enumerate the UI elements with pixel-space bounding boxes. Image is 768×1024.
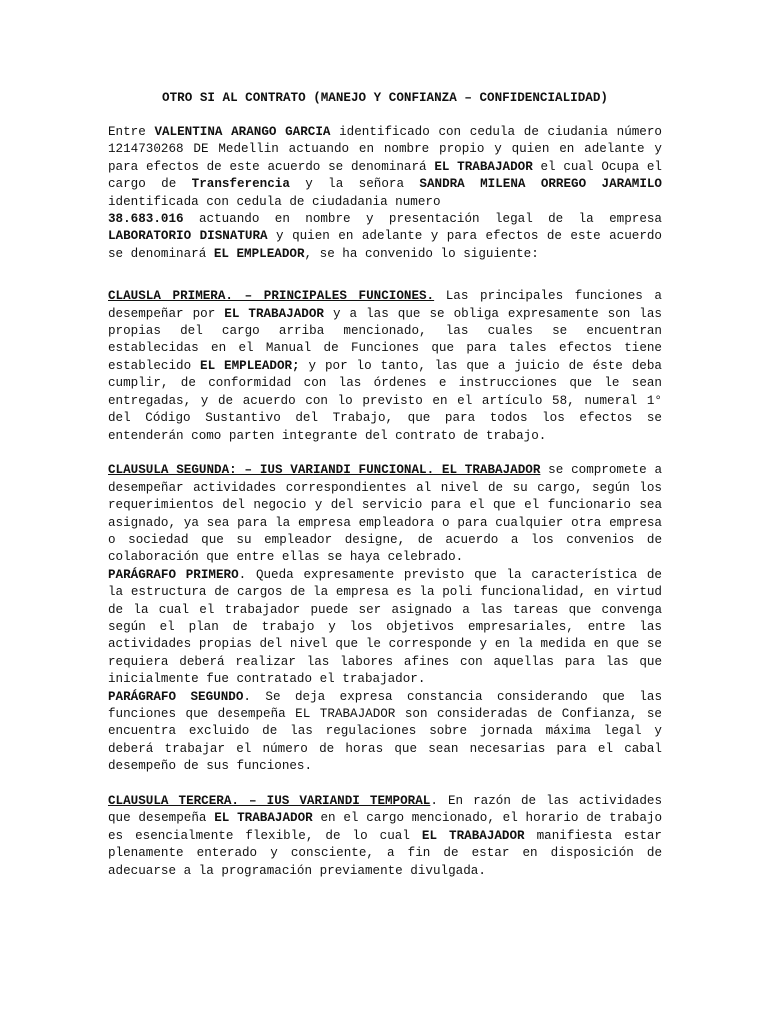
clause-tercera: CLAUSULA TERCERA. – IUS VARIANDI TEMPORAL. En razón de las actividades que desempeña EL TRABAJADOR en el cargo mencionado, el horario de trabajo es esencialmente flexible, de lo cual EL TRABAJADOR manifiesta estar plenamente enterado y consciente, a fin de estar en disposición de adecuarse a la programación previamente divulgada. [108,794,663,878]
clause-segunda-heading: CLAUSULA SEGUNDA: – IUS VARIANDI FUNCIONAL. EL TRABAJADOR [108,463,541,478]
paragrafo-primero: PARÁGRAFO PRIMERO. Queda expresamente previsto que la característica de la estructura de cargos de la empresa es la poli funcionalidad, en virtud de la cual el trabajador puede ser asignado a las tareas que convenga según el plan de trabajo y los objetivos empresariales, entre las actividades propias del nivel que le corresponde y en la medida en que se requiera deberá realizar las labores afines con aquellas para las que inicialmente fue contratado el trabajador. [108,567,662,687]
representative-id: 38.683.016 [108,212,184,227]
clause-segunda: CLAUSULA SEGUNDA: – IUS VARIANDI FUNCIONAL. EL TRABAJADOR se compromete a desempeñar actividades correspondientes al nivel de su cargo, según los requerimientos del negocio y del servicio para el que el funcionario sea asignado, ya sea para la empresa empleadora o para cualquier otra empresa o sociedad que su empleador designe, de acuerdo a los convenios de colaboración que entre ellas se haya celebrado. [108,463,662,565]
clause-tercera-heading: CLAUSULA TERCERA. – IUS VARIANDI TEMPORAL [108,794,431,808]
employer-label: EL EMPLEADOR [213,246,305,261]
paragrafo-primero-label: PARÁGRAFO PRIMERO [108,567,239,582]
clause-primera-heading: CLAUSLA PRIMERA. – PRINCIPALES FUNCIONES. [108,289,435,304]
worker-name: VALENTINA ARANGO GARCIA [154,125,331,139]
position: Transferencia [191,177,290,192]
worker-label: EL TRABAJADOR [434,159,533,174]
intro-paragraph: Entre VALENTINA ARANGO GARCIA identificado con cedula de ciudania número 1214730268 DE Medellin actuando en nombre propio y quien en adelante y para efectos de este acuerdo se denominará EL TRABAJADOR el cual Ocupa el cargo de Transferencia y la señora SANDRA MILENA ORREGO JARAMILO identificada con cedula de ciudadania numero 38.683.016 actuando en nombre y presentación legal de la empresa LABORATORIO DISNATURA y quien en adelante y para efectos de este acuerdo se denominará EL EMPLEADOR, se ha convenido lo siguiente: [108,125,662,261]
employer-representative: SANDRA MILENA ORREGO JARAMILO [419,177,662,192]
clause-primera: CLAUSLA PRIMERA. – PRINCIPALES FUNCIONES. Las principales funciones a desempeñar por EL TRABAJADOR y a las que se obliga expresamente son las propias del cargo arriba mencionado, las cuales se encuentran establecidas en el Manual de Funciones que para tales efectos tiene establecido EL EMPLEADOR; y por lo tanto, las que a juicio de éste deba cumplir, de conformidad con las órdenes e instrucciones que le sean entregadas, y de acuerdo con lo previsto en el artículo 58, numeral 1° del Código Sustantivo del Trabajo, que para todos los efectos se entenderán como parten integrante del contrato de trabajo. [108,289,662,443]
paragrafo-segundo-label: PARÁGRAFO SEGUNDO [108,689,244,704]
document-title: OTRO SI AL CONTRATO (MANEJO Y CONFIANZA – CONFIDENCIALIDAD) [162,91,608,105]
company-name: LABORATORIO DISNATURA [108,229,268,244]
document-body [108,124,662,880]
paragrafo-segundo: PARÁGRAFO SEGUNDO. Se deja expresa constancia considerando que las funciones que desempeña EL TRABAJADOR son consideradas de Confianza, se encuentra excluido de las regulaciones sobre jornada máxima legal y deberá trabajar el número de horas que sean necesarias para el cabal desempeño de sus funciones. [108,689,662,774]
